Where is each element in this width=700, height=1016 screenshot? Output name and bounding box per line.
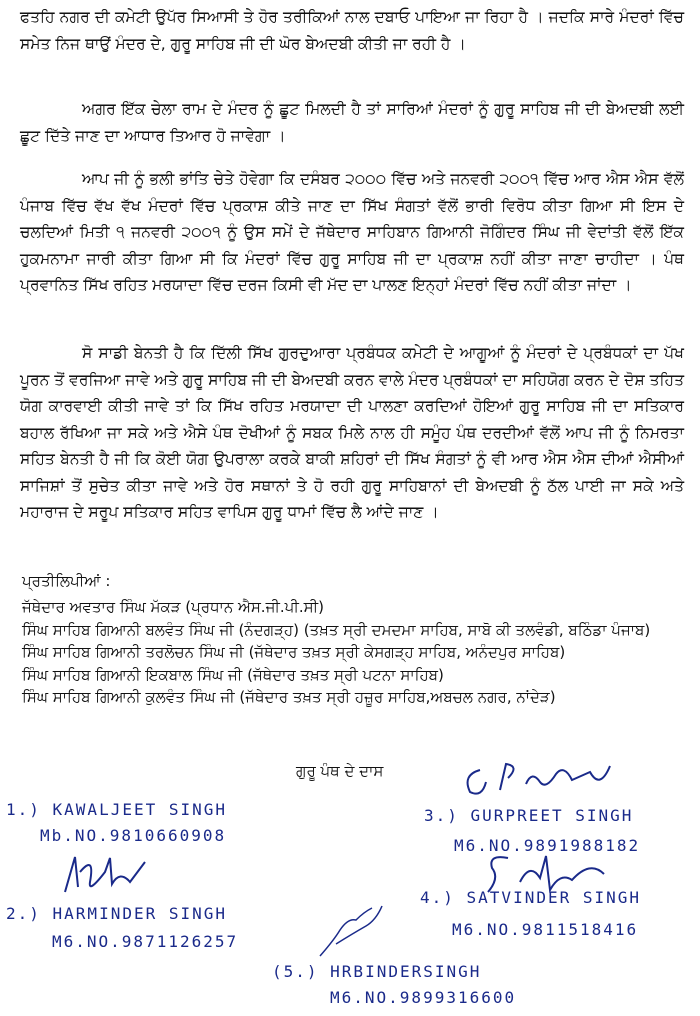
paragraph-1: ਫਤਹਿ ਨਗਰ ਦੀ ਕਮੇਟੀ ਉਪੱਰ ਸਿਆਸੀ ਤੇ ਹੋਰ ਤਰੀਕਿਆਂ ਨਾਲ ਦਬਾਓ ਪਾਇਆ ਜਾ ਰਿਹਾ ਹੈ । ਜਦਕਿ ਸਾਰੇ ਮੰਦਰਾਂ ਵਿੱਚ ਸਮੇਤ ਨਿਜ ਥਾਉਂ ਮੰਦਰ ਦੇ, ਗੁਰੂ ਸਾਹਿਬ ਜੀ ਦੀ ਘੋਰ ਬੇਅਦਬੀ ਕੀਤੀ ਜਾ ਰਹੀ ਹੈ । (20, 8, 684, 53)
signatory-3-mobile: M6.NO.9891988182 (454, 836, 641, 855)
signatory-5-mobile: M6.NO.9899316600 (330, 988, 517, 1007)
copy-recipient: ਸਿੰਘ ਸਾਹਿਬ ਗਿਆਨੀ ਇਕਬਾਲ ਸਿੰਘ ਜੀ (ਜੱਥੇਦਾਰ ਤਖ਼ਤ ਸ੍ਰੀ ਪਟਨਾ ਸਾਹਿਬ) (22, 665, 444, 684)
handwritten-signature-5 (316, 900, 386, 964)
paragraph-2: ਅਗਰ ਇੱਕ ਚੇਲਾ ਰਾਮ ਦੇ ਮੰਦਰ ਨੂੰ ਛੂਟ ਮਿਲਦੀ ਹੈ ਤਾਂ ਸਾਰਿਆਂ ਮੰਦਰਾਂ ਨੂੰ ਗੁਰੂ ਸਾਹਿਬ ਜੀ ਦੀ ਬੇਅਦਬੀ ਲਈ ਛੂਟ ਦਿੱਤੇ ਜਾਣ ਦਾ ਆਧਾਰ ਤਿਆਰ ਹੋ ਜਾਵੇਗਾ । (20, 100, 684, 145)
signatory-4-name: 4.) SATVINDER SINGH (420, 888, 642, 907)
signatory-2-name: 2.) HARMINDER SINGH (6, 904, 228, 923)
copy-recipient: ਸਿੰਘ ਸਾਹਿਬ ਗਿਆਨੀ ਕੁਲਵੰਤ ਸਿੰਘ ਜੀ (ਜੱਥੇਦਾਰ ਤਖ਼ਤ ਸ੍ਰੀ ਹਜ਼ੂਰ ਸਾਹਿਬ,ਅਬਚਲ ਨਗਰ, ਨਾਂਦੇੜ) (22, 688, 556, 706)
copies-list (22, 596, 692, 709)
copy-recipient: ਜੱਥੇਦਾਰ ਅਵਤਾਰ ਸਿੰਘ ਮੱਕੜ (ਪ੍ਰਧਾਨ ਐਸ.ਜੀ.ਪੀ.ਸੀ) (22, 598, 324, 616)
paragraph-4: ਸੋ ਸਾਡੀ ਬੇਨਤੀ ਹੈ ਕਿ ਦਿੱਲੀ ਸਿੱਖ ਗੁਰਦੁਆਰਾ ਪ੍ਰਬੰਧਕ ਕਮੇਟੀ ਦੇ ਆਗੂਆਂ ਨੂੰ ਮੰਦਰਾਂ ਦੇ ਪ੍ਰਬੰਧਕਾਂ ਦਾ ਪੱਖ ਪੂਰਨ ਤੋਂ ਵਰਜਿਆ ਜਾਵੇ ਅਤੇ ਗੁਰੂ ਸਾਹਿਬ ਜੀ ਦੀ ਬੇਅਦਬੀ ਕਰਨ ਵਾਲੇ ਮੰਦਰ ਪ੍ਰਬੰਧਕਾਂ ਦਾ ਸਹਿਯੋਗ ਕਰਨ ਦੇ ਦੋਸ਼ ਤਹਿਤ ਯੋਗ ਕਾਰਵਾਈ ਕੀਤੀ ਜਾਵੇ ਤਾਂ ਕਿ ਸਿੱਖ ਰਹਿਤ ਮਰਯਾਦਾ ਦੀ ਪਾਲਣਾ ਕਰਦਿਆਂ ਹੋਇਆਂ ਗੁਰੂ ਸਾਹਿਬ ਜੀ ਦਾ ਸਤਿਕਾਰ ਬਹਾਲ ਰੱਖਿਆ ਜਾ ਸਕੇ ਅਤੇ ਐਸੇ ਪੰਥ ਦੋਖੀਆਂ ਨੂੰ ਸਬਕ ਮਿਲੇ ਨਾਲ ਹੀ ਸਮੂੰਹ ਪੰਥ ਦਰਦੀਆਂ ਵੱਲੋਂ ਆਪ ਜੀ ਨੂੰ ਨਿਮਰਤਾ ਸਹਿਤ ਬੇਨਤੀ ਹੈ ਜੀ ਕਿ ਕੋਈ ਯੋਗ ਉਪਰਾਲਾ ਕਰਕੇ ਬਾਕੀ ਸ਼ਹਿਰਾਂ ਦੀ ਸਿੱਖ ਸੰਗਤਾਂ ਨੂੰ ਵੀ ਆਰ ਐਸ ਐਸ ਦੀਆਂ ਐਸੀਆਂ ਸਾਜਿਸ਼ਾਂ ਤੋਂ ਸੁਚੇਤ ਕੀਤਾ ਜਾਵੇ ਅਤੇ ਹੋਰ ਸਥਾਨਾਂ ਤੇ ਹੋ ਰਹੀ ਗੁਰੂ ਸਾਹਿਬਾਨਾਂ ਦੀ ਬੇਅਦਬੀ ਨੂੰ ਠੱਲ ਪਾਈ ਜਾ ਸਕੇ ਅਤੇ ਮਹਾਰਾਜ ਦੇ ਸਰੂਪ ਸਤਿਕਾਰ ਸਹਿਤ ਵਾਪਿਸ ਗੁਰੂ ਧਾਮਾਂ ਵਿੱਚ ਲੈ ਆਂਦੇ ਜਾਣ । (20, 344, 684, 521)
handwritten-signature-1 (60, 852, 150, 901)
servants-label: ਗੁਰੂ ਪੰਥ ਦੇ ਦਾਸ (296, 762, 384, 780)
signatory-5-name: (5.) HRBINDERSINGH (272, 962, 482, 981)
paragraph-3: ਆਪ ਜੀ ਨੂੰ ਭਲੀ ਭਾਂਤਿ ਚੇਤੇ ਹੋਵੇਗਾ ਕਿ ਦਸੰਬਰ ੨੦੦੦ ਵਿੱਚ ਅਤੇ ਜਨਵਰੀ ੨੦੦੧ ਵਿੱਚ ਆਰ ਐਸ ਐਸ ਵੱਲੋਂ ਪੰਜਾਬ ਵਿੱਚ ਵੱਖ ਵੱਖ ਮੰਦਰਾਂ ਵਿੱਚ ਪ੍ਰਕਾਸ਼ ਕੀਤੇ ਜਾਣ ਦਾ ਸਿੱਖ ਸੰਗਤਾਂ ਵੱਲੋਂ ਭਾਰੀ ਵਿਰੋਧ ਕੀਤਾ ਗਿਆ ਸੀ ਇਸ ਦੇ ਚਲਦਿਆਂ ਮਿਤੀ ੧ ਜਨਵਰੀ ੨੦੦੧ ਨੂੰ ਉਸ ਸਮੇਂ ਦੇ ਜੱਥੇਦਾਰ ਸਾਹਿਬਾਨ ਗਿਆਨੀ ਜੋਗਿੰਦਰ ਸਿੰਘ ਜੀ ਵੇਦਾਂਤੀ ਵੱਲੋਂ ਇੱਕ ਹੁਕਮਨਾਮਾ ਜਾਰੀ ਕੀਤਾ ਗਿਆ ਸੀ ਕਿ ਮੰਦਰਾਂ ਵਿੱਚ ਗੁਰੂ ਸਾਹਿਬ ਜੀ ਦਾ ਪ੍ਰਕਾਸ਼ ਨਹੀਂ ਕੀਤਾ ਜਾਣਾ ਚਾਹੀਦਾ । ਪੰਥ ਪ੍ਰਵਾਨਿਤ ਸਿੱਖ ਰਹਿਤ ਮਰਯਾਦਾ ਵਿੱਚ ਦਰਜ ਕਿਸੀ ਵੀ ਮੱਦ ਦਾ ਪਾਲਣ ਇਨ੍ਹਾਂ ਮੰਦਰਾਂ ਵਿੱਚ ਨਹੀਂ ਕੀਤਾ ਜਾਂਦਾ । (20, 170, 684, 294)
copies-heading: ਪ੍ਰਤੀਲਿਪੀਆਂ : (22, 572, 111, 590)
signatory-1-name: 1.) KAWALJEET SINGH (6, 800, 228, 819)
signatory-2-mobile: M6.NO.9871126257 (52, 932, 239, 951)
signatory-1-mobile: Mb.NO.9810660908 (40, 826, 227, 845)
copy-recipient: ਸਿੰਘ ਸਾਹਿਬ ਗਿਆਨੀ ਬਲਵੰਤ ਸਿੰਘ ਜੀ (ਨੰਦਗੜ੍ਹ) (ਤਖ਼ਤ ਸ੍ਰੀ ਦਮਦਮਾ ਸਾਹਿਬ, ਸਾਬੋ ਕੀ ਤਲਵੰਡੀ, ਬਠਿੰਡਾ ਪੰਜਾਬ) (22, 620, 651, 639)
signatory-4-mobile: M6.NO.9811518416 (452, 920, 639, 939)
copy-recipient: ਸਿੰਘ ਸਾਹਿਬ ਗਿਆਨੀ ਤਰਲੋਚਨ ਸਿੰਘ ਜੀ (ਜੱਥੇਦਾਰ ਤਖ਼ਤ ਸ੍ਰੀ ਕੇਸਗੜ੍ਹ ਸਾਹਿਬ, ਅਨੰਦਪੁਰ ਸਾਹਿਬ) (22, 643, 566, 661)
handwritten-signature-3 (460, 760, 620, 804)
signatory-3-name: 3.) GURPREET SINGH (424, 806, 634, 825)
